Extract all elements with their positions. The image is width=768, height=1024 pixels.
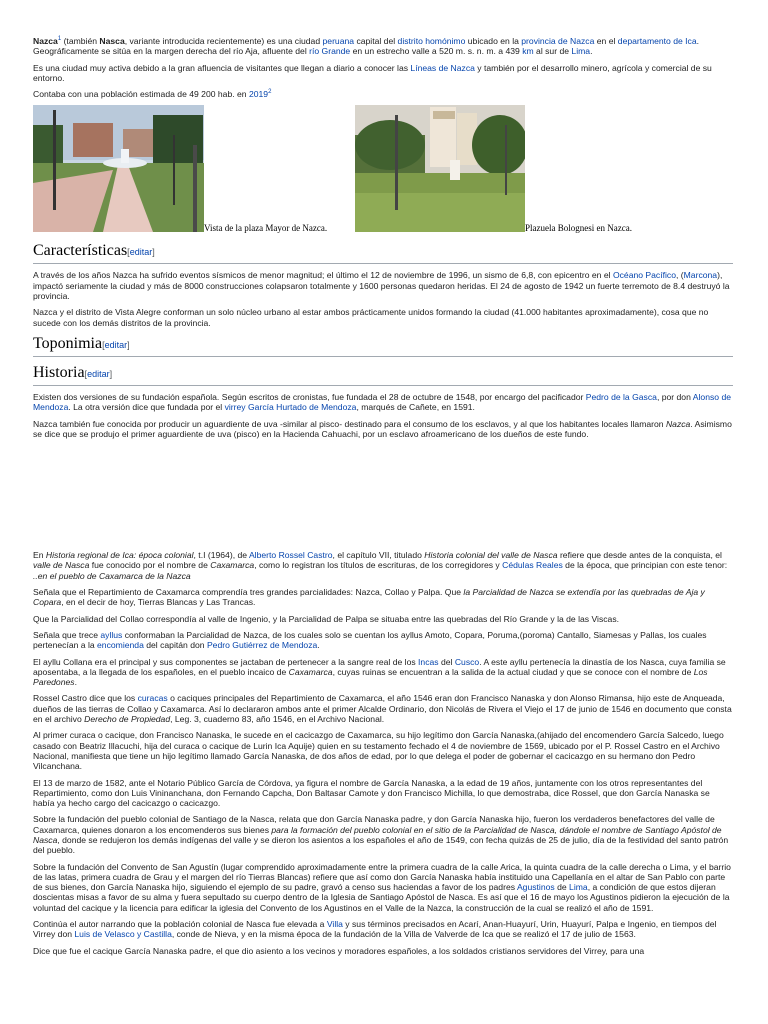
link-cedulas-reales[interactable]: Cédulas Reales — [502, 560, 563, 571]
body-paragraph-10: Sobre la fundación del Convento de San Agustín (lugar comprendido aproximadamente entre la primera cuadra de la calle Arica, la quinta cuadra de la calle derecha o Lima, y el barrio de las latas, primera cuadra de Grau y el margen del río Tierras Blancas) refiere que así como don García Nanaska había instituido una Capellanía en el altar de San Pablo con parte de sus bienes, don García Nanaska hijo, siguiendo el ejemplo de su padre, gravó a censo sus haciendas a favor de los padres Agustinos de Lima, a condición de que estos dijeran doscientas misas a favor de su alma y fuera sepultado su cuerpo dentro de la Iglesia de Santiago Apóstol de Nasca. Es así que el 16 de mayo los Agustinos pidieron la ejecución de la voluntad del cacique y la licencia para edificar la iglesia del Convento de los Agustinos en el Valle de la Nazca, la construcción de la cual se realizó el año de 1591. — [33, 861, 731, 913]
caracteristicas-paragraph-1: A través de los años Nazca ha sufrido eventos sísmicos de menor magnitud; el último el 12 de noviembre de 1996, un sismo de 6,8, con epicentro en el Océano Pacífico, (Marcona), impactó seriamente la ciudad y más de 8000 construcciones colapsaron totalmente y 1600 personas quedaron heridas. El 24 de agosto de 1942 un fuerte terremoto de 8.4 destruyó la provincia. — [33, 270, 730, 302]
plaza-mayor-photo[interactable] — [33, 105, 204, 232]
body-paragraph-4: Señala que trece ayllus conformaban la Parcialidad de Nazca, de los cuales solo se cuentan los ayllus Amoto, Copara, Poruma,(poroma) Cantallo, Siamesas y Pallas, los cuales pertenecían a la encomienda del capitán don Pedro Gutiérrez de Mendoza. — [33, 629, 707, 651]
caption-plaza-mayor: Vista de la plaza Mayor de Nazca. — [204, 223, 328, 234]
link-alonso-mendoza[interactable]: Alonso de Mendoza — [33, 391, 732, 413]
link-incas[interactable]: Incas — [418, 656, 439, 667]
intro-paragraph-2: Es una ciudad muy activa debido a la gran afluencia de visitantes que llegan a diario a conocer las Líneas de Nazca y también por el desarrollo minero, agrícola y comercial de su entorno. — [33, 62, 712, 83]
reference-link[interactable]: 2 — [268, 89, 272, 96]
body-paragraph-1: En Historia regional de Ica: época colonial, t.I (1964), de Alberto Rossel Castro, el capítulo VII, titulado Historia colonial del valle de Nasca refiere que desde antes de la conquista, el valle de Nasca fue conocido por el nombre de Caxamarca, como lo registran los títulos de escrituras, de los corregidores y Cédulas Reales de la época, que principian con este tenor: ..en el pueblo de Caxamarca de la Nazca — [33, 550, 728, 581]
link-villa[interactable]: Villa — [326, 919, 343, 930]
link-ayllus[interactable]: ayllus — [100, 629, 123, 640]
body-paragraph-6: Rossel Castro dice que los curacas o caciques principales del Repartimiento de Caxamarca, el año 1546 eran don Francisco Nanaska y don Alonso Rimansa, hijo este de Anqueada, dueños de las tierras de Collao y Caxamarca. Así lo declararon ambos ante el primer Alcalde Ordinario, don Nicolás de Rivera el Viejo el 17 de junio de 1546 en documento que consta en el archivo Derecho de Propiedad, Leg. 3, cuaderno 83, año 1546, en el Archivo Nacional. — [33, 693, 732, 725]
intro-paragraph-1: Nazca$^1$ (también Nasca, variante introducida recientemente) es una ciudad peruana capital del distrito homónimo ubicado en la provincia de Nazca en el departamento de Ica. Geográficamente se sitúa en la margen derecha del río Aja, afluente del río Grande en un estrecho valle a 520 m. s. n. m. a 439 km al sur de Lima. — [33, 36, 700, 57]
edit-link[interactable]: editar — [129, 247, 153, 258]
body-paragraph-7: Al primer curaca o cacique, don Francisco Nanaska, le sucede en el cacicazgo de Caxamarca, su hijo legítimo don García Nanaska,(ahijado del encomendero García Salcedo, luego casado con Beatriz Illacuchi, hija del curaca o cacique de Lurin Ica Aquije) quien en su testamento fechado el 4 de noviembre de 1569, ubicado por el P. Rossel Castro en el Archivo Nacional, manifiesta que tiene un hijo legítimo llamado García Nanaska, de dos años de edad, por lo que delega el poder de gobernar el cacicazgo en su hermano don Pedro Vilcanchana. — [33, 730, 724, 772]
link-curacas[interactable]: curacas — [137, 693, 168, 704]
link-pedro-gasca[interactable]: Pedro de la Gasca — [585, 391, 657, 402]
link-lima[interactable]: Lima — [571, 46, 591, 57]
body-paragraph-12: Dice que fue el cacique García Nanaska padre, el que dio asiento a los vecinos y moradores españoles, a los soldados cristianos servidores del Virrey, para una — [33, 945, 645, 956]
link-agustinos[interactable]: Agustinos — [516, 882, 555, 893]
link-provincia[interactable]: provincia de Nazca — [521, 36, 595, 46]
historia-paragraph-2: Nazca también fue conocida por producir un aguardiente de uva -similar al pisco- destinado para el consumo de los esclavos, y al que los habitantes locales llamaron Nazca. Asimismo se dice que se produjo el primer aguardiente de uva (pisco) en la Hacienda Cahuachi, por un esclavo afroamericano de los dueños de este fundo. — [33, 418, 732, 439]
blank-space — [33, 445, 733, 550]
edit-link[interactable]: editar — [104, 339, 128, 350]
link-lima[interactable]: Lima — [569, 882, 588, 893]
section-heading-caracteristicas: Características[editar] — [33, 241, 733, 264]
body-paragraph-5: El ayllu Collana era el principal y sus componentes se jactaban de pertenecer a la sangre real de los Incas del Cusco. A este ayllu pertenecía la dinastía de los Nasca, cuya familia se aposentaba, a la llegada de los españoles, en el pueblo incaico de Caxamarca, cuyas ruinas se encuentran a la salida de la actual ciudad y que se conoce con el nombre de Los Paredones. — [33, 656, 726, 688]
link-virrey[interactable]: virrey García Hurtado de Mendoza — [224, 402, 357, 413]
link-encomienda[interactable]: encomienda — [97, 640, 144, 651]
reference-link[interactable]: 1 — [57, 36, 62, 43]
link-rio-grande[interactable]: río Grande — [309, 46, 351, 57]
link-oceano-pacifico[interactable]: Océano Pacífico — [612, 270, 676, 281]
link-marcona[interactable]: Marcona — [683, 270, 718, 281]
image-gallery — [33, 105, 733, 235]
plazuela-bolognesi-photo[interactable] — [355, 105, 525, 232]
body-paragraph-2: Señala que el Repartimiento de Caxamarca comprendía tres grandes parcialidades: Nazca, Collao y Palpa. Que la Parcialidad de Nazca se extendía por las quebradas de Aja y Copara, en el decir de hoy, Tierras Blancas y Las Trancas. — [33, 587, 705, 608]
body-paragraph-11: Continúa el autor narrando que la población colonial de Nasca fue elevada a Villa y sus términos precisados en Acarí, Anan-Huayurí, Urin, Huayurí, Palpa e Ingenio, en tiempos del Virrey don Luis de Velasco y Castilla, conde de Nieva, y en la misma época de la fundación de la Villa de Valverde de Ica que se realizó el 17 de julio de 1563. — [33, 919, 717, 940]
link-lineas-nazca[interactable]: Líneas de Nazca — [410, 62, 475, 73]
intro-paragraph-3: Contaba con una población estimada de 49 200 hab. en 2019$^2$ — [33, 89, 272, 100]
link-year[interactable]: 2019 — [248, 89, 269, 100]
article-content — [33, 36, 733, 962]
link-luis-velasco[interactable]: Luis de Velasco y Castilla — [74, 929, 172, 940]
link-pedro-gutierrez[interactable]: Pedro Gutiérrez de Mendoza — [206, 640, 318, 651]
article-subject: Nazca — [33, 36, 58, 46]
body-paragraph-8: El 13 de marzo de 1582, ante el Notario Público García de Córdova, ya figura el nombre de García Nanaska, a la edad de 19 años, juntamente con los otros representantes del Repartimiento, como don Luis Vininanchana, don Fernando Capcha, Don Baltasar Camote y don Francisco Michilla, lo que demostraba, dice Rossel, que don García Nanaska se había ya hecho cargo del cacicazgo o cacicazgo. — [33, 777, 710, 809]
edit-link[interactable]: editar — [87, 368, 110, 379]
section-heading-toponimia: Toponimia[editar] — [33, 334, 733, 357]
link-cusco[interactable]: Cusco — [454, 656, 480, 667]
historia-paragraph-1: Existen dos versiones de su fundación española. Según escritos de cronistas, fue fundada el 28 de octubre de 1548, por encargo del pacificador Pedro de la Gasca, por don Alonso de Mendoza. La otra versión dice que fundada por el virrey García Hurtado de Mendoza, marqués de Cañete, en 1591. — [33, 391, 732, 413]
caracteristicas-paragraph-2: Nazca y el distrito de Vista Alegre conforman un solo núcleo urbano al estar ambos prácticamente unidos formando la ciudad (41.000 habitantes aproximadamente), cosa que no sucede con los demás distritos de la provincia. — [33, 307, 709, 328]
caption-plazuela-bolognesi: Plazuela Bolognesi en Nazca. — [525, 223, 632, 234]
section-heading-historia: Historia[editar] — [33, 363, 733, 386]
link-distrito[interactable]: distrito homónimo — [397, 36, 466, 46]
body-paragraph-3: Que la Parcialidad del Collao correspondía al valle de Ingenio, y la Parcialidad de Palpa se situaba entre las quebradas del Río Grande y la de las Viscas. — [33, 613, 620, 624]
link-rossel-castro[interactable]: Alberto Rossel Castro — [248, 550, 333, 561]
link-km[interactable]: km — [522, 46, 534, 57]
link-departamento[interactable]: departamento de Ica — [617, 36, 697, 46]
link-peruana[interactable]: peruana — [322, 36, 355, 46]
body-paragraph-9: Sobre la fundación del pueblo colonial de Santiago de la Nasca, relata que don García Nanaska padre, y don García Nanaska hijo, fueron los verdaderos benefactores del valle de Caxamarca, quienes donaron a los encomenderos sus bienes para la formación del pueblo colonial en el sitio de la Parcialidad de Nasca, dándole el nombre de Santiago Apóstol de Nasca, donde se redujeron los demás indígenas del valle y se dieron los asientos a los españoles el año de 1549, con fecha quizás de 25 de julio, día de la festividad del santo patrón del pueblo. — [33, 814, 729, 856]
